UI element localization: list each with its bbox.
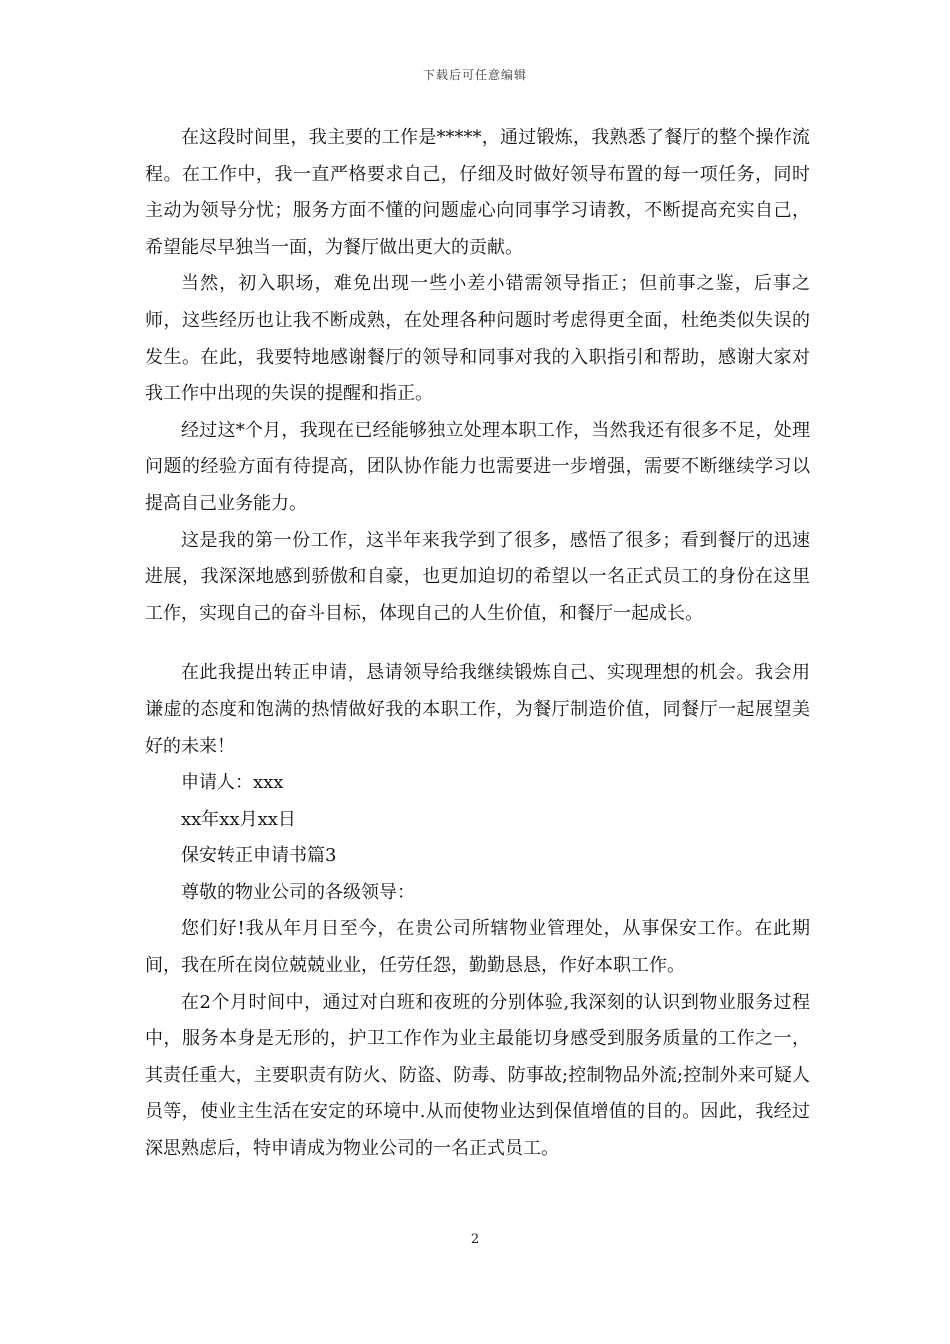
section-title: 保安转正申请书篇3 (181, 845, 337, 867)
salutation: 尊敬的物业公司的各级领导： (181, 881, 415, 903)
body-paragraph-1: 在这段时间里，我主要的工作是*****，通过锻炼，我熟悉了餐厅的整个操作流程。在工作中，我一直严格要求自己，仔细及时做好领导布置的每一项任务，同时主动为领导分忧；服务方面不懂的问题虚心向同事学习请教，不断提高充实自己，希望能尽早独当一面，为餐厅做出更大的贡献。 (145, 127, 810, 258)
applicant-line: 申请人：xxx (181, 772, 284, 794)
body-paragraph-2: 当然，初入职场，难免出现一些小差小错需领导指正；但前事之鉴，后事之师，这些经历也让我不断成熟，在处理各种问题时考虑得更全面，杜绝类似失误的发生。在此，我要特地感谢餐厅的领导和同事对我的入职指引和帮助，感谢大家对我工作中出现的失误的提醒和指正。 (145, 273, 810, 405)
section-paragraph-1: 您们好!我从年月日至今，在贵公司所辖物业管理处，从事保安工作。在此期间，我在所在岗位兢兢业业，任劳任怨，勤勤恳恳，作好本职工作。 (145, 918, 810, 977)
document-body (145, 120, 810, 1168)
section-paragraph-2: 在2个月时间中，通过对白班和夜班的分别体验,我深刻的认识到物业服务过程中，服务本身是无形的，护卫工作作为业主最能切身感受到服务质量的工作之一，其责任重大，主要职责有防火、防盗、防毒、防事故;控制物品外流;控制外来可疑人员等，使业主生活在安定的环境中.从而使物业达到保值增值的目的。因此，我经过深思熟虑后，特申请成为物业公司的一名正式员工。 (145, 991, 810, 1160)
body-paragraph-4: 这是我的第一份工作，这半年来我学到了很多，感悟了很多；看到餐厅的迅速进展，我深深地感到骄傲和自豪，也更加迫切的希望以一名正式员工的身份在这里工作，实现自己的奋斗目标，体现自己的人生价值，和餐厅一起成长。 (145, 529, 810, 624)
body-paragraph-5: 在此我提出转正申请，恳请领导给我继续锻炼自己、实现理想的机会。我会用谦虚的态度和饱满的热情做好我的本职工作，为餐厅制造价值，同餐厅一起展望美好的未来！ (145, 662, 810, 757)
page-number: 2 (470, 1232, 480, 1247)
page-header-note: 下载后可任意编辑 (422, 68, 527, 82)
body-paragraph-3: 经过这*个月，我现在已经能够独立处理本职工作，当然我还有很多不足，处理问题的经验方面有待提高，团队协作能力也需要进一步增强，需要不断继续学习以提高自己业务能力。 (145, 419, 810, 514)
date-line: xx年xx月xx日 (181, 808, 296, 830)
paragraph-gap (145, 632, 810, 655)
